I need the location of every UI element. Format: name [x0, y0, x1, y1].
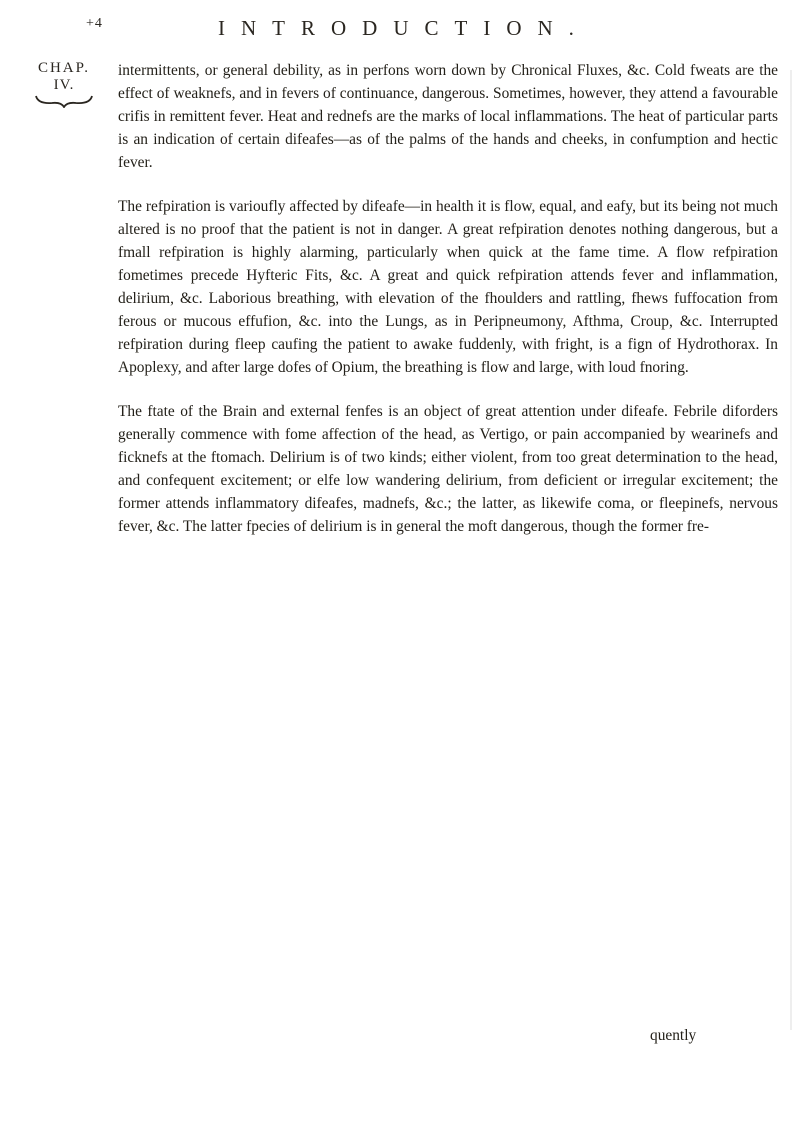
brace-icon: [34, 94, 94, 108]
catchword: quently: [650, 1027, 697, 1044]
page-number: +4: [86, 16, 103, 31]
running-head: INTRODUCTION.: [218, 16, 590, 40]
page-edge-shadow: [790, 70, 792, 1030]
page-header: [0, 6, 800, 54]
paragraph-1: intermittents, or general debility, as in perfons worn down by Chronical Fluxes, &c. Cold fweats are the effect of weaknefs, and in fevers of continuance, dangerous. Sometimes, however, they attend a favourable crifis in remittent fever. Heat and rednefs are the marks of local inflammations. The heat of particular parts is an indication of certain difeafes—as of the palms of the hands and cheeks, in confumption and hectic fever.: [118, 62, 778, 171]
chapter-marginal-note: [30, 60, 98, 108]
chapter-label: CHAP.: [37, 60, 91, 76]
chapter-number: IV.: [53, 77, 75, 93]
paragraph-2: The refpiration is varioufly affected by difeafe—in health it is flow, equal, and eafy, but its being not much altered is no proof that the patient is not in danger. A great refpiration denotes nothing dangerous, but a fmall refpiration is highly alarming, particularly when quick at the fame time. A flow refpiration fometimes precede Hyfteric Fits, &c. A great and quick refpiration attends fever and inflammation, delirium, &c. Laborious breathing, with elevation of the fhoulders and rattling, fhews fuffocation from ferous or mucous effufion, &c. into the Lungs, as in Peripneumony, Afthma, Croup, &c. Interrupted refpiration during fleep caufing the patient to awake fuddenly, with fright, is a fign of Hydrothorax. In Apoplexy, and after large dofes of Opium, the breathing is flow and large, with loud fnoring.: [118, 198, 778, 376]
paragraph-3: The ftate of the Brain and external fenfes is an object of great attention under difeafe. Febrile diforders generally commence with fome affection of the head, as Vertigo, or pain accompanied by wearinefs and ficknefs at the ftomach. Delirium is of two kinds; either violent, from too great determination to the head, and confequent excitement; or elfe low wandering delirium, from deficient or irregular excitement; the former attends inflammatory difeafes, madnefs, &c.; the latter, as likewife coma, or fleepinefs, nervous fever, &c. The latter fpecies of delirium is in general the moft dangerous, though the former fre-: [118, 403, 778, 535]
body-text: [118, 59, 778, 538]
